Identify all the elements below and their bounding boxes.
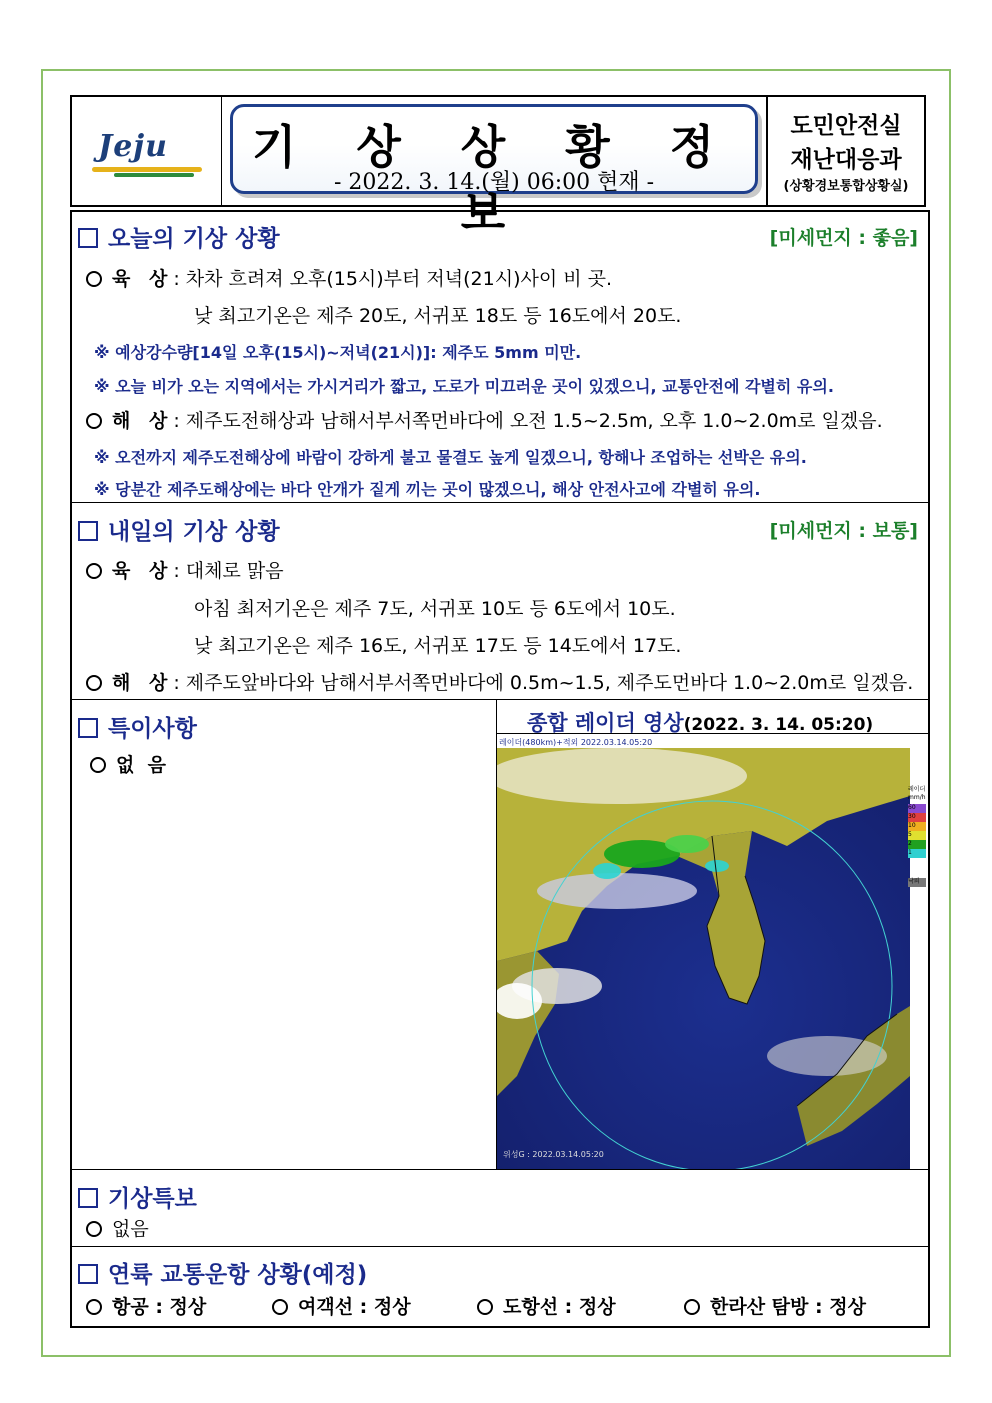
tomorrow-sea-line: 해 상: 제주도앞바다와 남해서부서쪽먼바다에 0.5m~1.5, 제주도먼바다 1.0~2.0m로 일겠음. [86,668,913,695]
warning-item: 없음 [86,1214,149,1241]
circle-bullet-icon [86,563,102,579]
tomorrow-max-temp: 낮 최고기온은 제주 16도, 서귀포 17도 등 14도에서 17도. [194,635,682,657]
tomorrow-heading: 내일의 기상 상황 [78,513,280,546]
legend-unit: mm/h [908,794,926,801]
checkbox-icon [78,228,98,248]
divider-special-warning [72,1169,928,1170]
special-item: 없 음 [90,750,166,777]
today-note-rainfall: ※ 예상강수량[14일 오후(15시)~저녁(21시)]: 제주도 5mm 미만. [94,343,582,362]
radar-image [497,736,910,1169]
tomorrow-land-line: 육 상: 대체로 맑음 [86,556,284,583]
circle-bullet-icon [684,1299,700,1315]
today-note-fog: ※ 당분간 제주도해상에는 바다 안개가 짙게 끼는 곳이 많겠으니, 해상 안전사고에 각별히 유의. [94,480,761,499]
logo-swoosh-green [114,173,194,177]
today-note-traffic: ※ 오늘 비가 오는 지역에서는 가시거리가 짧고, 도로가 미끄러운 곳이 있겠으니, 교통안전에 각별히 유의. [94,377,834,396]
legend-swatch: 30 [908,813,926,822]
today-note-wind: ※ 오전까지 제주도전해상에 바람이 강하게 불고 물결도 높게 일겠으니, 항해나 조업하는 선박은 유의. [94,448,807,467]
divider-today-tomorrow [72,502,928,503]
circle-bullet-icon [272,1299,288,1315]
circle-bullet-icon [86,1221,102,1237]
special-heading: 특이사항 [78,710,197,743]
traffic-item-islandboat: 도항선 : 정상 [477,1292,616,1319]
report-body [70,210,930,1328]
legend-title: 레이더 [908,786,926,793]
legend-swatch: 2 [908,840,926,849]
checkbox-icon [78,1264,98,1284]
circle-bullet-icon [86,675,102,691]
report-title: 기 상 상 황 정 보 [251,120,737,240]
report-date: - 2022. 3. 14.(월) 06:00 현재 - [333,170,655,195]
traffic-item-hallasan: 한라산 탐방 : 정상 [684,1292,866,1319]
dept-line-1: 도민안전실 [790,113,902,139]
circle-bullet-icon [477,1299,493,1315]
circle-bullet-icon [86,1299,102,1315]
legend-swatch: 1 [908,849,926,858]
dept-line-3: (상황경보통합상황실) [783,179,909,194]
legend-swatch: 5 [908,831,926,840]
department-cell [766,97,924,205]
today-land-line: 육 상: 차차 흐려져 오후(15시)부터 저녁(21시)사이 비 곳. [86,264,612,291]
today-heading: 오늘의 기상 상황 [78,220,280,253]
title-box [230,104,758,240]
circle-bullet-icon [86,413,102,429]
legend-swatch: 10 [908,822,926,831]
checkbox-icon [78,1188,98,1208]
tomorrow-min-temp: 아침 최저기온은 제주 7도, 서귀포 10도 등 6도에서 10도. [194,598,676,620]
legend-swatch-lightning: 낙뢰 [908,878,926,887]
logo-swoosh-yellow [92,167,202,172]
jeju-logo [72,97,222,205]
radar-legend [908,786,926,887]
dept-line-2: 재난대응과 [790,147,902,173]
checkbox-icon [78,521,98,541]
tomorrow-dust-status: [미세먼지 : 보통] [769,520,918,542]
traffic-item-air: 항공 : 정상 [86,1292,206,1319]
traffic-heading: 연륙 교통운항 상황(예정) [78,1256,367,1289]
radar-image-footer: 위성G : 2022.03.14.05:20 [503,1150,604,1159]
today-land-temp: 낮 최고기온은 제주 20도, 서귀포 18도 등 16도에서 20도. [194,305,682,327]
divider-warning-traffic [72,1246,928,1247]
checkbox-icon [78,718,98,738]
today-dust-status: [미세먼지 : 좋음] [769,227,918,249]
divider-tomorrow-special [72,699,928,700]
warning-heading: 기상특보 [78,1180,197,1213]
radar-image-header: 레이더(480km)+적외 2022.03.14.05:20 [499,738,653,747]
today-sea-line: 해 상: 제주도전해상과 남해서부서쪽먼바다에 오전 1.5~2.5m, 오후 1.0~2.0m로 일겠음. [86,406,883,433]
circle-bullet-icon [86,271,102,287]
radar-title: 종합 레이더 영상(2022. 3. 14. 05:20) [527,711,874,735]
legend-swatch: 60 [908,804,926,813]
radar-map-graphic [497,736,910,1169]
traffic-item-ferry: 여객선 : 정상 [272,1292,411,1319]
circle-bullet-icon [90,757,106,773]
logo-text: Jeju [98,129,168,164]
